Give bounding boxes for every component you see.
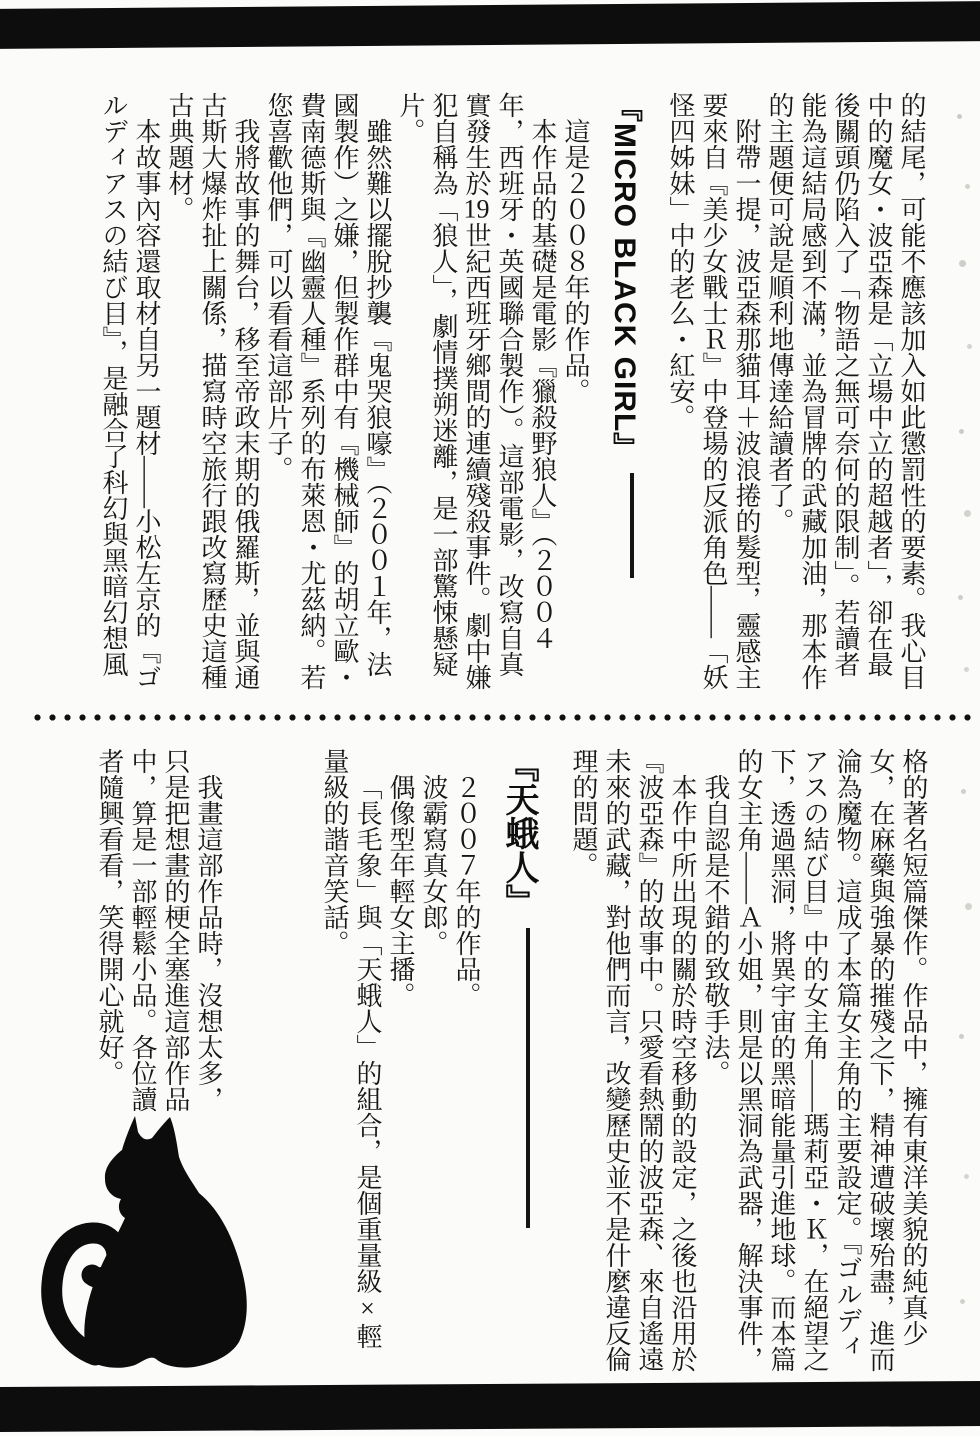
paragraph: 本作中所出現的關於時空移動的設定，之後也沿用於『波亞森』的故事中。只愛看熱鬧的波亞森、來自遙遠未來的武藏，對他們而言，改變歷史並不是什麼違反倫理的問題。 [569, 748, 697, 1372]
section-title-mothman [497, 748, 541, 1374]
paragraph: ２００７年的作品。 [452, 774, 481, 1008]
section-title-text: 『MICRO BLACK GIRL』 [608, 92, 641, 464]
paragraph: 附帶一提，波亞森那貓耳＋波浪捲的髮型，靈感主要來自『美少女戰士Ｒ』中登場的反派角色——「妖怪四姊妹」中的老么・紅安。 [666, 92, 761, 690]
top-article [40, 92, 928, 694]
dotted-divider [30, 713, 972, 722]
title-rule [526, 928, 530, 1228]
paragraph: 我自認是不錯的致敬手法。 [701, 774, 730, 1086]
title-rule [630, 473, 634, 578]
section-title-micro-black-girl [604, 92, 644, 694]
scan-specks [0, 0, 3, 3]
paragraph: 我畫這部作品時，沒想太多，只是把想畫的梗全塞進這部作品中，算是一部輕鬆小品。各位讀者隨興看看，笑得開心就好。 [95, 748, 223, 1112]
paragraph: 本故事內容還取材自另一題材——小松左京的『ゴルディアスの結び目』，是融合了科幻與黑暗幻想風 [99, 92, 161, 690]
paragraph: 偶像型年輕女主播。 [386, 774, 415, 1008]
bottom-article [278, 748, 930, 1374]
paragraph: 的結尾，可能不應該加入如此懲罰性的要素。我心目中的魔女・波亞森是「立場中立的超越者」，卻在最後關頭仍陷入了「物語之無可奈何的限制」。若讀者能為這結局感到不滿，並為冒牌的武藏加油，那本作的主題便可說是順利地傳達給讀者了。 [765, 92, 926, 690]
paragraph: 波霸寫真女郎。 [419, 774, 448, 956]
bottom-article-final-paragraph [38, 748, 225, 1114]
bottom-rule-bar [0, 1381, 980, 1432]
paragraph: 這是２００８年的作品。 [561, 118, 590, 404]
black-cat-silhouette [35, 1112, 270, 1380]
paragraph: 「長毛象」與「天蛾人」的組合，是個重量級×輕量級的諧音笑話。 [320, 748, 382, 1349]
paragraph: 本作品的基礎是電影『獵殺野狼人』（２００４年，西班牙・英國聯合製作）。這部電影，改寫自真實發生於19世紀西班牙鄉間的連續殘殺事件。劇中嫌犯自稱為「狼人」，劇情撲朔迷離，是一部驚悚懸疑片。 [396, 92, 557, 690]
paragraph: 格的著名短篇傑作。作品中，擁有東洋美貌的純真少女，在麻藥與強暴的摧殘之下，精神遭破壞殆盡，進而淪為魔物。這成了本篇女主角的主要設定。『ゴルディアスの結び目』中的女主角——瑪莉亞・Ｋ，在絕望之下，透過黑洞，將異宇宙的黑暗能量引進地球。而本篇的女主角——Ａ小姐，則是以黑洞為武器，解決事件， [734, 748, 928, 1372]
paragraph: 雖然難以擺脫抄襲『鬼哭狼嚎』（２００１年，法國製作）之嫌，但製作群中有『機械師』的胡立歐・費南德斯與『幽靈人種』系列的布萊恩・尤茲納。若您喜歡他們，可以看看這部片子。 [264, 92, 392, 690]
top-rule-bar [0, 1, 980, 49]
section-title-text: 『天蛾人』 [500, 748, 538, 918]
paragraph: 我將故事的舞台，移至帝政末期的俄羅斯，並與通古斯大爆炸扯上關係，描寫時空旅行跟改寫歷史這種古典題材。 [165, 92, 260, 690]
